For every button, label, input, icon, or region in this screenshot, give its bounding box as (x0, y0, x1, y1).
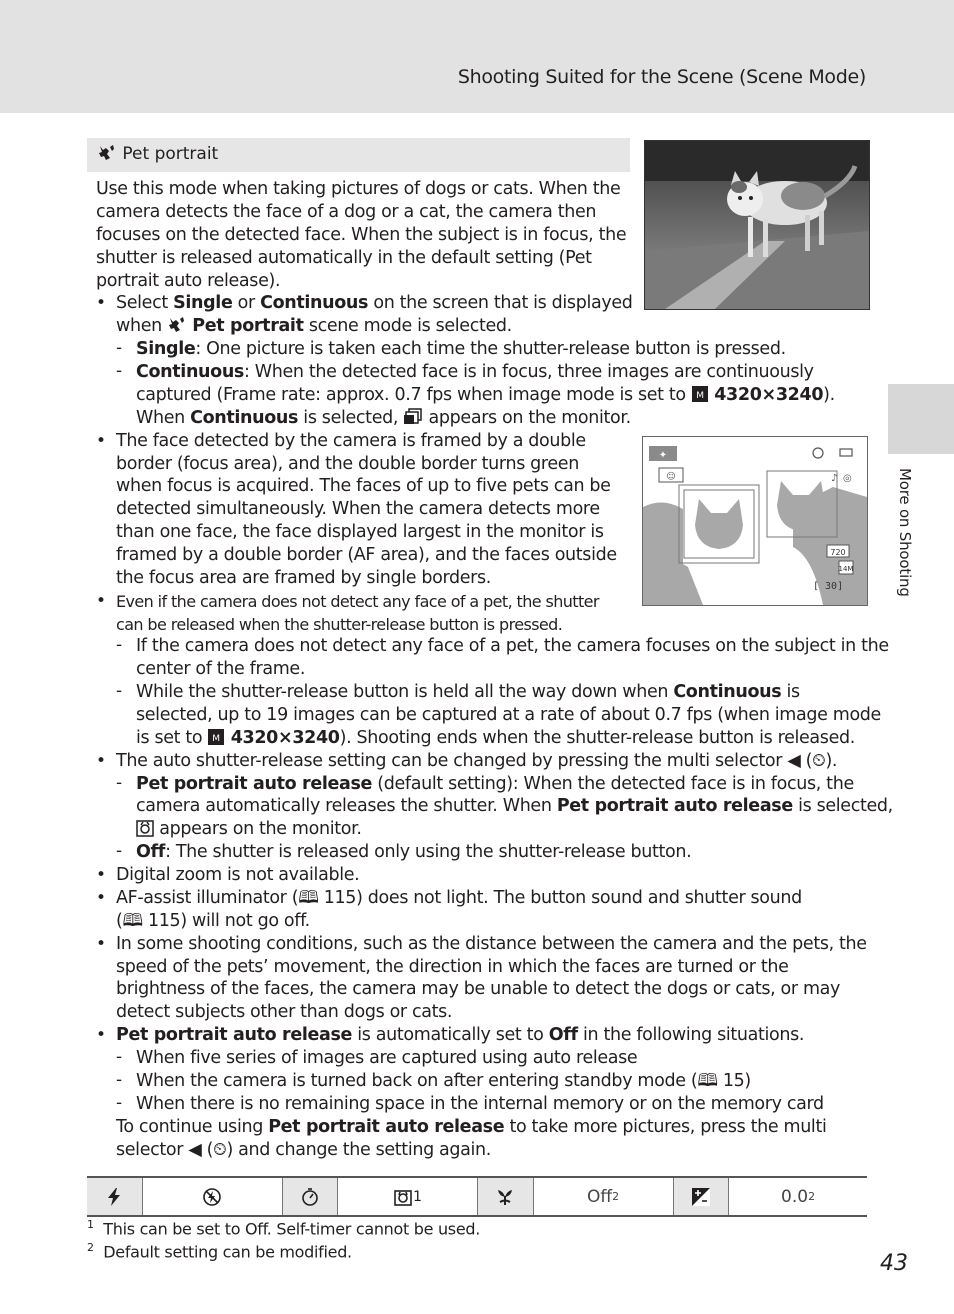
dash-marker: - (116, 681, 123, 701)
continuous-description: Continuous: When the detected face is in focus, three images are continuously (136, 362, 814, 382)
bullet-3-line-1: Even if the camera does not detect any face of a pet, the shutter (116, 592, 599, 611)
continuous-description-line-3: When Continuous is selected, appears on the monitor. (136, 408, 631, 428)
bullet-8-sub-1: When five series of images are captured using auto release (136, 1048, 638, 1068)
bullet-4-sub-1-line-3: appears on the monitor. (136, 818, 362, 841)
dash-marker: - (116, 338, 123, 358)
image-mode-14m-icon (691, 385, 709, 403)
flash-icon (105, 1187, 123, 1207)
self-timer-icon: ⏲ (213, 1140, 227, 1160)
bullet-marker: • (96, 865, 107, 885)
continuous-description-line-2: captured (Frame rate: approx. 0.7 fps when image mode is set to M 4320×3240). (136, 385, 835, 405)
intro-line: camera detects the face of a dog or a cat, the camera then (96, 202, 597, 222)
bullet-7-line: speed of the pets’ movement, the direction in which the faces are turned or the (116, 957, 789, 977)
flash-value-cell (143, 1178, 283, 1215)
bullet-7-line: detect subjects other than dogs or cats. (116, 1002, 453, 1022)
bullet-8-continue-line-1: To continue using Pet portrait auto release to take more pictures, press the multi (116, 1117, 827, 1137)
bullet-marker: • (96, 591, 107, 611)
left-arrow-icon: ◀ (787, 751, 801, 771)
bullet-1-line-1: Select Single or Continuous on the screen that is displayed (116, 293, 633, 313)
bullet-3-sub-2-line-2: selected, up to 19 images can be captured at a rate of about 0.7 fps (when image mode (136, 705, 881, 725)
left-arrow-icon: ◀ (188, 1140, 202, 1160)
bullet-3-sub-2-line-1: While the shutter-release button is held all the way down when Continuous is (136, 682, 800, 702)
bullet-8-sub-3: When there is no remaining space in the internal memory or on the memory card (136, 1094, 824, 1114)
chapter-tab (888, 384, 954, 454)
pet-portrait-icon (167, 316, 187, 334)
dash-marker: - (116, 361, 123, 381)
macro-cell (478, 1178, 534, 1215)
bullet-2-line: framed by a double border (AF area), and the faces outside (116, 545, 617, 565)
svg-text:[ 30]: [ 30] (813, 581, 844, 592)
section-heading (87, 138, 630, 172)
svg-text:♪: ♪ (831, 473, 838, 484)
dash-marker: - (116, 1093, 123, 1113)
book-reference-icon: 🕮 (122, 911, 143, 931)
dash-marker: - (116, 1070, 123, 1090)
bullet-2-line: the focus area are framed by single borders. (116, 568, 492, 588)
monitor-illustration (642, 436, 868, 606)
book-reference-icon: 🕮 (697, 1071, 718, 1091)
svg-text:☺: ☺ (666, 472, 676, 482)
bullet-7-line: In some shooting conditions, such as the distance between the camera and the pets, the (116, 934, 867, 954)
footnote-ref: 1 (413, 1188, 423, 1205)
running-header: Shooting Suited for the Scene (Scene Mode) (457, 66, 866, 88)
bullet-3-sub-1-line-1: If the camera does not detect any face of a pet, the camera focuses on the subject in the (136, 636, 889, 656)
exposure-value-cell: 0.0 2 (781, 1186, 816, 1207)
page-number: 43 (880, 1251, 908, 1276)
bullet-7-line: brightness of the faces, the camera may be unable to detect the dogs or cats, or may (116, 979, 841, 999)
bullet-4-sub-1-line-2: camera automatically releases the shutter. When Pet portrait auto release is selected, (136, 796, 893, 816)
book-reference-icon: 🕮 (298, 888, 319, 908)
single-description: Single: One picture is taken each time the shutter-release button is pressed. (136, 339, 786, 359)
bullet-2-line: than one face, the face displayed largest in the monitor is (116, 522, 604, 542)
bullet-8-continue-line-2: selector ◀ (⏲) and change the setting again. (116, 1140, 492, 1160)
macro-icon (495, 1187, 515, 1207)
bullet-2-line: border (focus area), and the double border turns green (116, 454, 579, 474)
pet-auto-release-icon (136, 819, 154, 837)
bullet-marker: • (96, 293, 107, 313)
bullet-marker: • (96, 888, 107, 908)
bullet-marker: • (96, 1025, 107, 1045)
bullet-5: Digital zoom is not available. (116, 865, 360, 885)
self-timer-cell (283, 1178, 339, 1215)
bullet-4-sub-1-line-1: Pet portrait auto release (default setting): When the detected face is in focus, the (136, 774, 854, 794)
intro-line: portrait auto release). (96, 271, 281, 291)
bullet-2-line: The face detected by the camera is framed by a double (116, 431, 586, 451)
svg-text:14M: 14M (838, 565, 854, 573)
settings-table (87, 1176, 867, 1217)
bullet-3-line-2: can be released when the shutter-release button is pressed. (116, 615, 563, 634)
image-mode-14m-icon (207, 728, 225, 746)
svg-text:M: M (212, 734, 221, 744)
bullet-8-line-1: Pet portrait auto release is automatically set to Off in the following situations. (116, 1025, 805, 1045)
macro-value-cell: Off 2 (534, 1178, 674, 1215)
exposure-cell (674, 1178, 730, 1215)
flash-off-icon (202, 1187, 222, 1207)
bullet-2-line: when focus is acquired. The faces of up to five pets can be (116, 476, 611, 496)
intro-line: Use this mode when taking pictures of dogs or cats. When the (96, 179, 621, 199)
bullet-3-sub-1-line-2: center of the frame. (136, 659, 306, 679)
dash-marker: - (116, 841, 123, 861)
self-timer-icon (300, 1187, 320, 1207)
cat-photo (644, 140, 870, 310)
bullet-1-line-2: when Pet portrait scene mode is selected. (116, 316, 512, 336)
svg-text:✦: ✦ (658, 450, 668, 461)
intro-line: shutter is released automatically in the default setting (Pet (96, 248, 592, 268)
svg-text:720: 720 (830, 548, 846, 557)
bullet-3-sub-2-line-3: is set to M 4320×3240). Shooting ends when the shutter-release button is released. (136, 728, 855, 748)
svg-text:◎: ◎ (843, 473, 852, 484)
self-timer-value-cell (338, 1178, 478, 1215)
bullet-4-sub-2: Off: The shutter is released only using the shutter-release button. (136, 842, 692, 862)
dash-marker: - (116, 1047, 123, 1067)
bullet-marker: • (96, 431, 107, 451)
bullet-marker: • (96, 751, 107, 771)
footnote: $^2$ Default setting can be modified. (87, 1241, 352, 1262)
exposure-comp-icon (691, 1187, 711, 1207)
intro-line: focuses on the detected face. When the subject is in focus, the (96, 225, 627, 245)
bullet-4-line-1: The auto shutter-release setting can be changed by pressing the multi selector ◀ (⏲). (116, 751, 838, 771)
footnote: $^1$ This can be set to Off. Self-timer cannot be used. (87, 1218, 481, 1239)
bullet-marker: • (96, 934, 107, 954)
self-timer-icon: ⏲ (812, 751, 826, 771)
bullet-2-line: detected simultaneously. When the camera detects more (116, 499, 600, 519)
svg-text:M: M (696, 391, 704, 401)
header-band (0, 0, 954, 113)
bullet-6-line-2: (🕮 115) will not go off. (116, 911, 310, 931)
bullet-8-sub-2: When the camera is turned back on after entering standby mode (🕮 15) (136, 1071, 751, 1091)
pet-auto-release-icon (393, 1187, 413, 1207)
pet-portrait-icon (97, 144, 117, 162)
dash-marker: - (116, 635, 123, 655)
dash-marker: - (116, 773, 123, 793)
bullet-6-line-1: AF-assist illuminator (🕮 115) does not light. The button sound and shutter sound (116, 888, 802, 908)
chapter-tab-label: More on Shooting (896, 468, 914, 597)
flash-mode-cell (87, 1178, 143, 1215)
continuous-shooting-icon (403, 408, 423, 426)
section-title: Pet portrait (122, 144, 219, 164)
